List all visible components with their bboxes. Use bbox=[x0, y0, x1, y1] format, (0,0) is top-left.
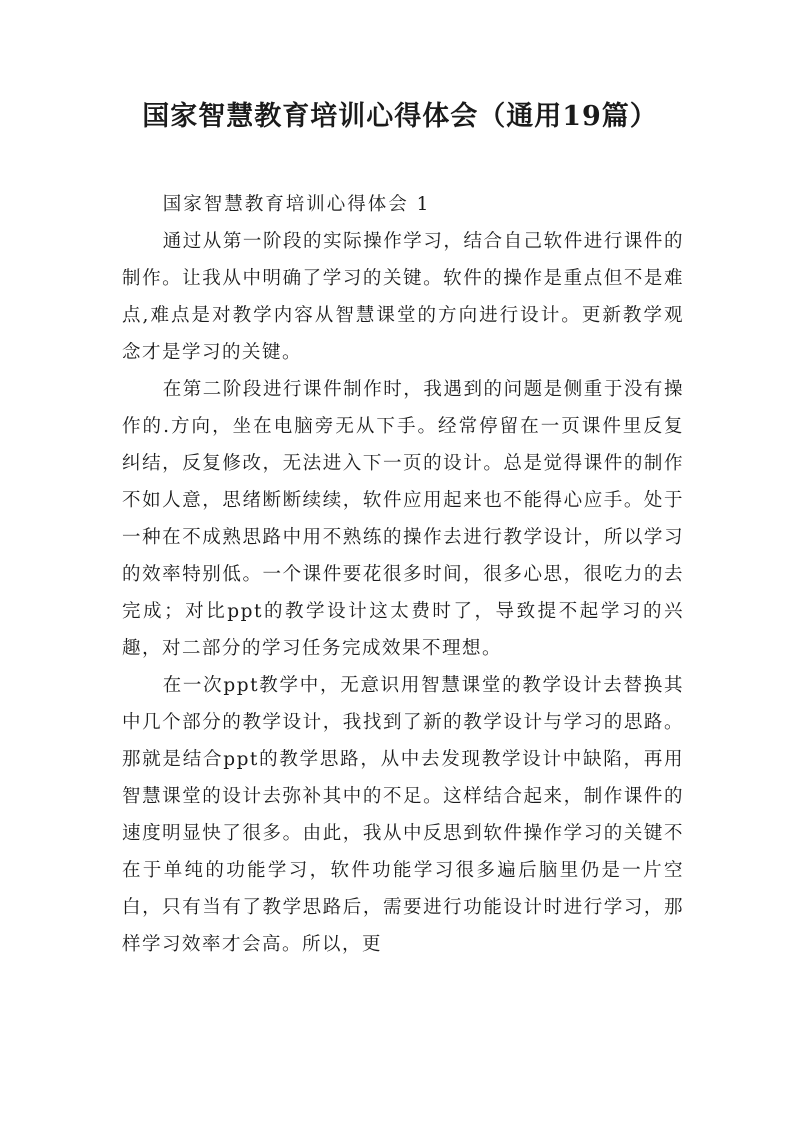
paragraph-3: 在一次ppt教学中，无意识用智慧课堂的教学设计去替换其中几个部分的教学设计，我找到了新的教学设计与学习的思路。那就是结合ppt的教学思路，从中去发现教学设计中缺陷，再用智慧课堂的设计去弥补其中的不足。这样结合起来，制作课件的速度明显快了很多。由此，我从中反思到软件操作学习的关键不在于单纯的功能学习，软件功能学习很多遍后脑里仍是一片空白，只有当有了教学思路后，需要进行功能设计时进行学习，那样学习效率才会高。所以，更 bbox=[122, 675, 684, 955]
document-body bbox=[122, 186, 684, 963]
paragraph-2: 在第二阶段进行课件制作时，我遇到的问题是侧重于没有操作的.方向，坐在电脑旁无从下手。经常停留在一页课件里反复纠结，反复修改，无法进入下一页的设计。总是觉得课件的制作不如人意，思绪断断续续，软件应用起来也不能得心应手。处于一种在不成熟思路中用不熟练的操作去进行教学设计，所以学习的效率特别低。一个课件要花很多时间，很多心思，很吃力的去完成；对比ppt的教学设计这太费时了，导致提不起学习的兴趣，对二部分的学习任务完成效果不理想。 bbox=[122, 379, 684, 659]
section-heading: 国家智慧教育培训心得体会 1 bbox=[162, 194, 431, 215]
paragraph-1: 通过从第一阶段的实际操作学习，结合自己软件进行课件的制作。让我从中明确了学习的关键。软件的操作是重点但不是难点,难点是对教学内容从智慧课堂的方向进行设计。更新教学观念才是学习的关键。 bbox=[122, 231, 684, 363]
document-title: 国家智慧教育培训心得体会（通用19篇） bbox=[142, 101, 658, 132]
